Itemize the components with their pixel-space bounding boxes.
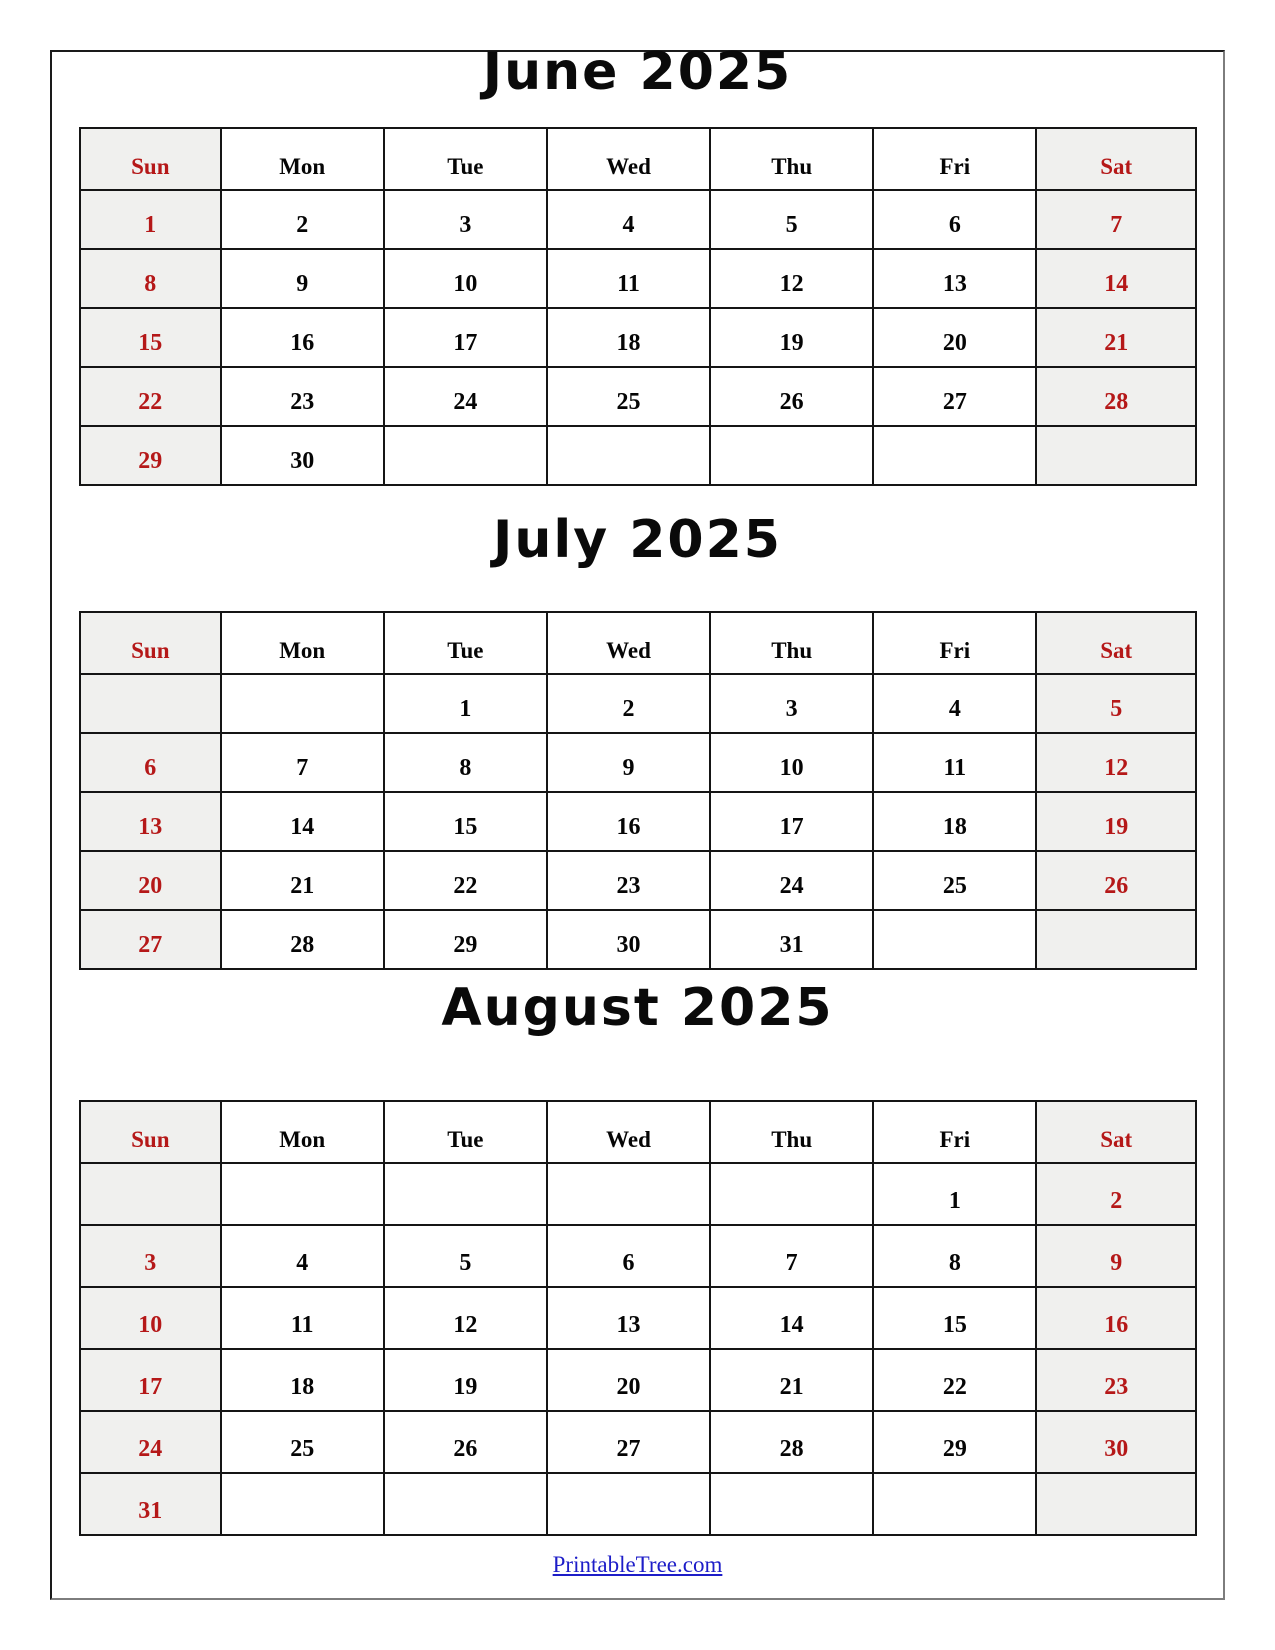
empty-day-cell <box>547 1473 710 1535</box>
empty-day-cell <box>221 674 384 733</box>
day-cell: 24 <box>710 851 873 910</box>
day-header-sat: Sat <box>1036 612 1196 674</box>
day-header-fri: Fri <box>873 612 1036 674</box>
day-cell: 16 <box>547 792 710 851</box>
day-header-sun: Sun <box>80 1101 221 1163</box>
day-cell: 17 <box>710 792 873 851</box>
day-cell: 8 <box>80 249 221 308</box>
day-cell: 18 <box>873 792 1036 851</box>
day-cell: 3 <box>80 1225 221 1287</box>
day-cell: 13 <box>547 1287 710 1349</box>
day-cell: 31 <box>710 910 873 969</box>
week-row <box>80 1473 1196 1535</box>
calendar-table-august <box>79 1100 1197 1536</box>
day-header-row <box>80 128 1196 190</box>
empty-day-cell <box>384 1163 547 1225</box>
empty-day-cell <box>384 1473 547 1535</box>
footer-link[interactable]: PrintableTree.com <box>552 1552 723 1577</box>
day-cell: 16 <box>221 308 384 367</box>
day-cell: 1 <box>384 674 547 733</box>
day-cell: 6 <box>873 190 1036 249</box>
day-cell: 29 <box>873 1411 1036 1473</box>
calendar-table-july <box>79 611 1197 970</box>
day-cell: 8 <box>384 733 547 792</box>
empty-day-cell <box>384 426 547 485</box>
day-cell: 21 <box>710 1349 873 1411</box>
week-row <box>80 1225 1196 1287</box>
day-cell: 9 <box>221 249 384 308</box>
week-row <box>80 733 1196 792</box>
day-cell: 5 <box>710 190 873 249</box>
empty-day-cell <box>873 910 1036 969</box>
day-cell: 27 <box>547 1411 710 1473</box>
day-cell: 7 <box>1036 190 1196 249</box>
day-cell: 28 <box>221 910 384 969</box>
day-cell: 12 <box>1036 733 1196 792</box>
week-row <box>80 674 1196 733</box>
day-cell: 19 <box>710 308 873 367</box>
day-cell: 6 <box>547 1225 710 1287</box>
empty-day-cell <box>221 1163 384 1225</box>
empty-day-cell <box>547 426 710 485</box>
calendar-table-june <box>79 127 1197 486</box>
day-header-fri: Fri <box>873 1101 1036 1163</box>
day-cell: 1 <box>80 190 221 249</box>
empty-day-cell <box>710 1163 873 1225</box>
day-cell: 18 <box>547 308 710 367</box>
day-cell: 1 <box>873 1163 1036 1225</box>
empty-day-cell <box>1036 910 1196 969</box>
day-cell: 26 <box>384 1411 547 1473</box>
day-cell: 18 <box>221 1349 384 1411</box>
day-cell: 17 <box>80 1349 221 1411</box>
day-cell: 19 <box>384 1349 547 1411</box>
day-cell: 21 <box>1036 308 1196 367</box>
day-cell: 16 <box>1036 1287 1196 1349</box>
day-cell: 23 <box>547 851 710 910</box>
week-row <box>80 851 1196 910</box>
day-cell: 29 <box>384 910 547 969</box>
week-row <box>80 1411 1196 1473</box>
day-cell: 25 <box>547 367 710 426</box>
day-cell: 25 <box>873 851 1036 910</box>
day-header-tue: Tue <box>384 612 547 674</box>
week-row <box>80 190 1196 249</box>
day-cell: 11 <box>873 733 1036 792</box>
day-cell: 9 <box>547 733 710 792</box>
day-cell: 13 <box>80 792 221 851</box>
day-cell: 19 <box>1036 792 1196 851</box>
day-cell: 14 <box>710 1287 873 1349</box>
day-cell: 5 <box>384 1225 547 1287</box>
day-cell: 2 <box>547 674 710 733</box>
day-cell: 10 <box>710 733 873 792</box>
day-cell: 26 <box>710 367 873 426</box>
day-header-tue: Tue <box>384 128 547 190</box>
day-cell: 4 <box>547 190 710 249</box>
day-cell: 9 <box>1036 1225 1196 1287</box>
day-cell: 7 <box>710 1225 873 1287</box>
day-cell: 30 <box>221 426 384 485</box>
day-cell: 10 <box>80 1287 221 1349</box>
day-header-thu: Thu <box>710 1101 873 1163</box>
day-header-mon: Mon <box>221 612 384 674</box>
day-cell: 15 <box>80 308 221 367</box>
empty-day-cell <box>1036 426 1196 485</box>
empty-day-cell <box>221 1473 384 1535</box>
week-row <box>80 308 1196 367</box>
day-cell: 28 <box>1036 367 1196 426</box>
day-cell: 13 <box>873 249 1036 308</box>
day-header-tue: Tue <box>384 1101 547 1163</box>
day-cell: 11 <box>221 1287 384 1349</box>
day-cell: 23 <box>221 367 384 426</box>
day-cell: 29 <box>80 426 221 485</box>
day-header-wed: Wed <box>547 612 710 674</box>
empty-day-cell <box>873 1473 1036 1535</box>
day-cell: 3 <box>710 674 873 733</box>
day-cell: 30 <box>1036 1411 1196 1473</box>
day-cell: 31 <box>80 1473 221 1535</box>
day-header-sun: Sun <box>80 128 221 190</box>
day-cell: 15 <box>384 792 547 851</box>
day-cell: 22 <box>873 1349 1036 1411</box>
day-cell: 5 <box>1036 674 1196 733</box>
empty-day-cell <box>547 1163 710 1225</box>
day-cell: 27 <box>80 910 221 969</box>
day-cell: 17 <box>384 308 547 367</box>
empty-day-cell <box>710 426 873 485</box>
day-header-sat: Sat <box>1036 128 1196 190</box>
week-row <box>80 1287 1196 1349</box>
day-cell: 20 <box>80 851 221 910</box>
day-header-row <box>80 1101 1196 1163</box>
day-cell: 4 <box>221 1225 384 1287</box>
day-cell: 10 <box>384 249 547 308</box>
week-row <box>80 1163 1196 1225</box>
day-cell: 20 <box>547 1349 710 1411</box>
day-cell: 15 <box>873 1287 1036 1349</box>
week-row <box>80 426 1196 485</box>
month-title-june: June 2025 <box>482 42 793 102</box>
day-cell: 22 <box>80 367 221 426</box>
day-header-thu: Thu <box>710 612 873 674</box>
empty-day-cell <box>710 1473 873 1535</box>
month-title-july: July 2025 <box>493 510 782 570</box>
day-cell: 7 <box>221 733 384 792</box>
day-cell: 8 <box>873 1225 1036 1287</box>
day-header-wed: Wed <box>547 1101 710 1163</box>
day-cell: 30 <box>547 910 710 969</box>
empty-day-cell <box>80 674 221 733</box>
day-cell: 21 <box>221 851 384 910</box>
empty-day-cell <box>873 426 1036 485</box>
day-cell: 28 <box>710 1411 873 1473</box>
week-row <box>80 249 1196 308</box>
day-cell: 11 <box>547 249 710 308</box>
day-header-fri: Fri <box>873 128 1036 190</box>
day-cell: 27 <box>873 367 1036 426</box>
day-cell: 3 <box>384 190 547 249</box>
day-header-mon: Mon <box>221 128 384 190</box>
week-row <box>80 367 1196 426</box>
day-cell: 12 <box>384 1287 547 1349</box>
day-header-row <box>80 612 1196 674</box>
day-cell: 25 <box>221 1411 384 1473</box>
day-cell: 26 <box>1036 851 1196 910</box>
week-row <box>80 1349 1196 1411</box>
day-cell: 24 <box>384 367 547 426</box>
day-header-wed: Wed <box>547 128 710 190</box>
day-header-sun: Sun <box>80 612 221 674</box>
day-cell: 22 <box>384 851 547 910</box>
empty-day-cell <box>1036 1473 1196 1535</box>
month-title-august: August 2025 <box>441 978 834 1038</box>
day-cell: 2 <box>1036 1163 1196 1225</box>
week-row <box>80 910 1196 969</box>
day-cell: 2 <box>221 190 384 249</box>
day-cell: 23 <box>1036 1349 1196 1411</box>
day-header-mon: Mon <box>221 1101 384 1163</box>
day-header-sat: Sat <box>1036 1101 1196 1163</box>
day-cell: 12 <box>710 249 873 308</box>
day-cell: 14 <box>1036 249 1196 308</box>
day-cell: 6 <box>80 733 221 792</box>
day-cell: 24 <box>80 1411 221 1473</box>
empty-day-cell <box>80 1163 221 1225</box>
day-cell: 20 <box>873 308 1036 367</box>
day-cell: 14 <box>221 792 384 851</box>
footer <box>0 1552 1275 1578</box>
week-row <box>80 792 1196 851</box>
day-cell: 4 <box>873 674 1036 733</box>
day-header-thu: Thu <box>710 128 873 190</box>
